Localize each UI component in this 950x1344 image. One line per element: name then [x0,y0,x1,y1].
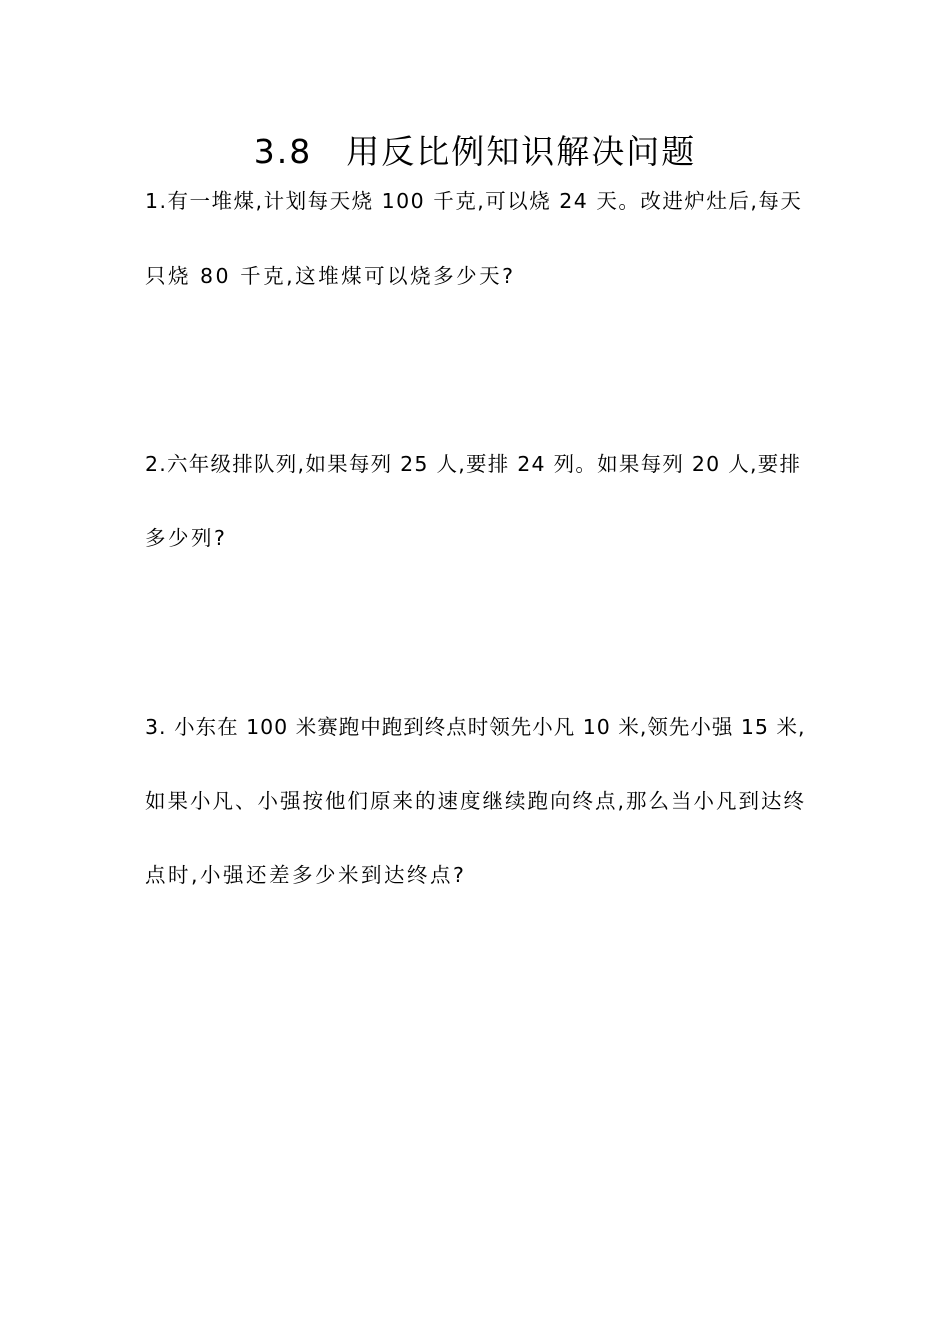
question-2-line-2: 多少列? [145,526,228,550]
question-2-line-1: 2.六年级排队列,如果每列 25 人,要排 24 列。如果每列 20 人,要排 [145,452,802,476]
question-3-line-3: 点时,小强还差多少米到达终点? [145,863,467,887]
title-number: 3.8 [253,132,313,171]
question-1-line-2: 只烧 80 千克,这堆煤可以烧多少天? [145,264,516,288]
title-text: 用反比例知识解决问题 [346,132,697,171]
question-1-line-1: 1.有一堆煤,计划每天烧 100 千克,可以烧 24 天。改进炉灶后,每天 [145,189,803,213]
question-3-line-1: 3. 小东在 100 米赛跑中跑到终点时领先小凡 10 米,领先小强 15 米, [145,715,806,739]
question-3-line-2: 如果小凡、小强按他们原来的速度继续跑向终点,那么当小凡到达终 [145,789,807,813]
page-title [0,128,950,176]
